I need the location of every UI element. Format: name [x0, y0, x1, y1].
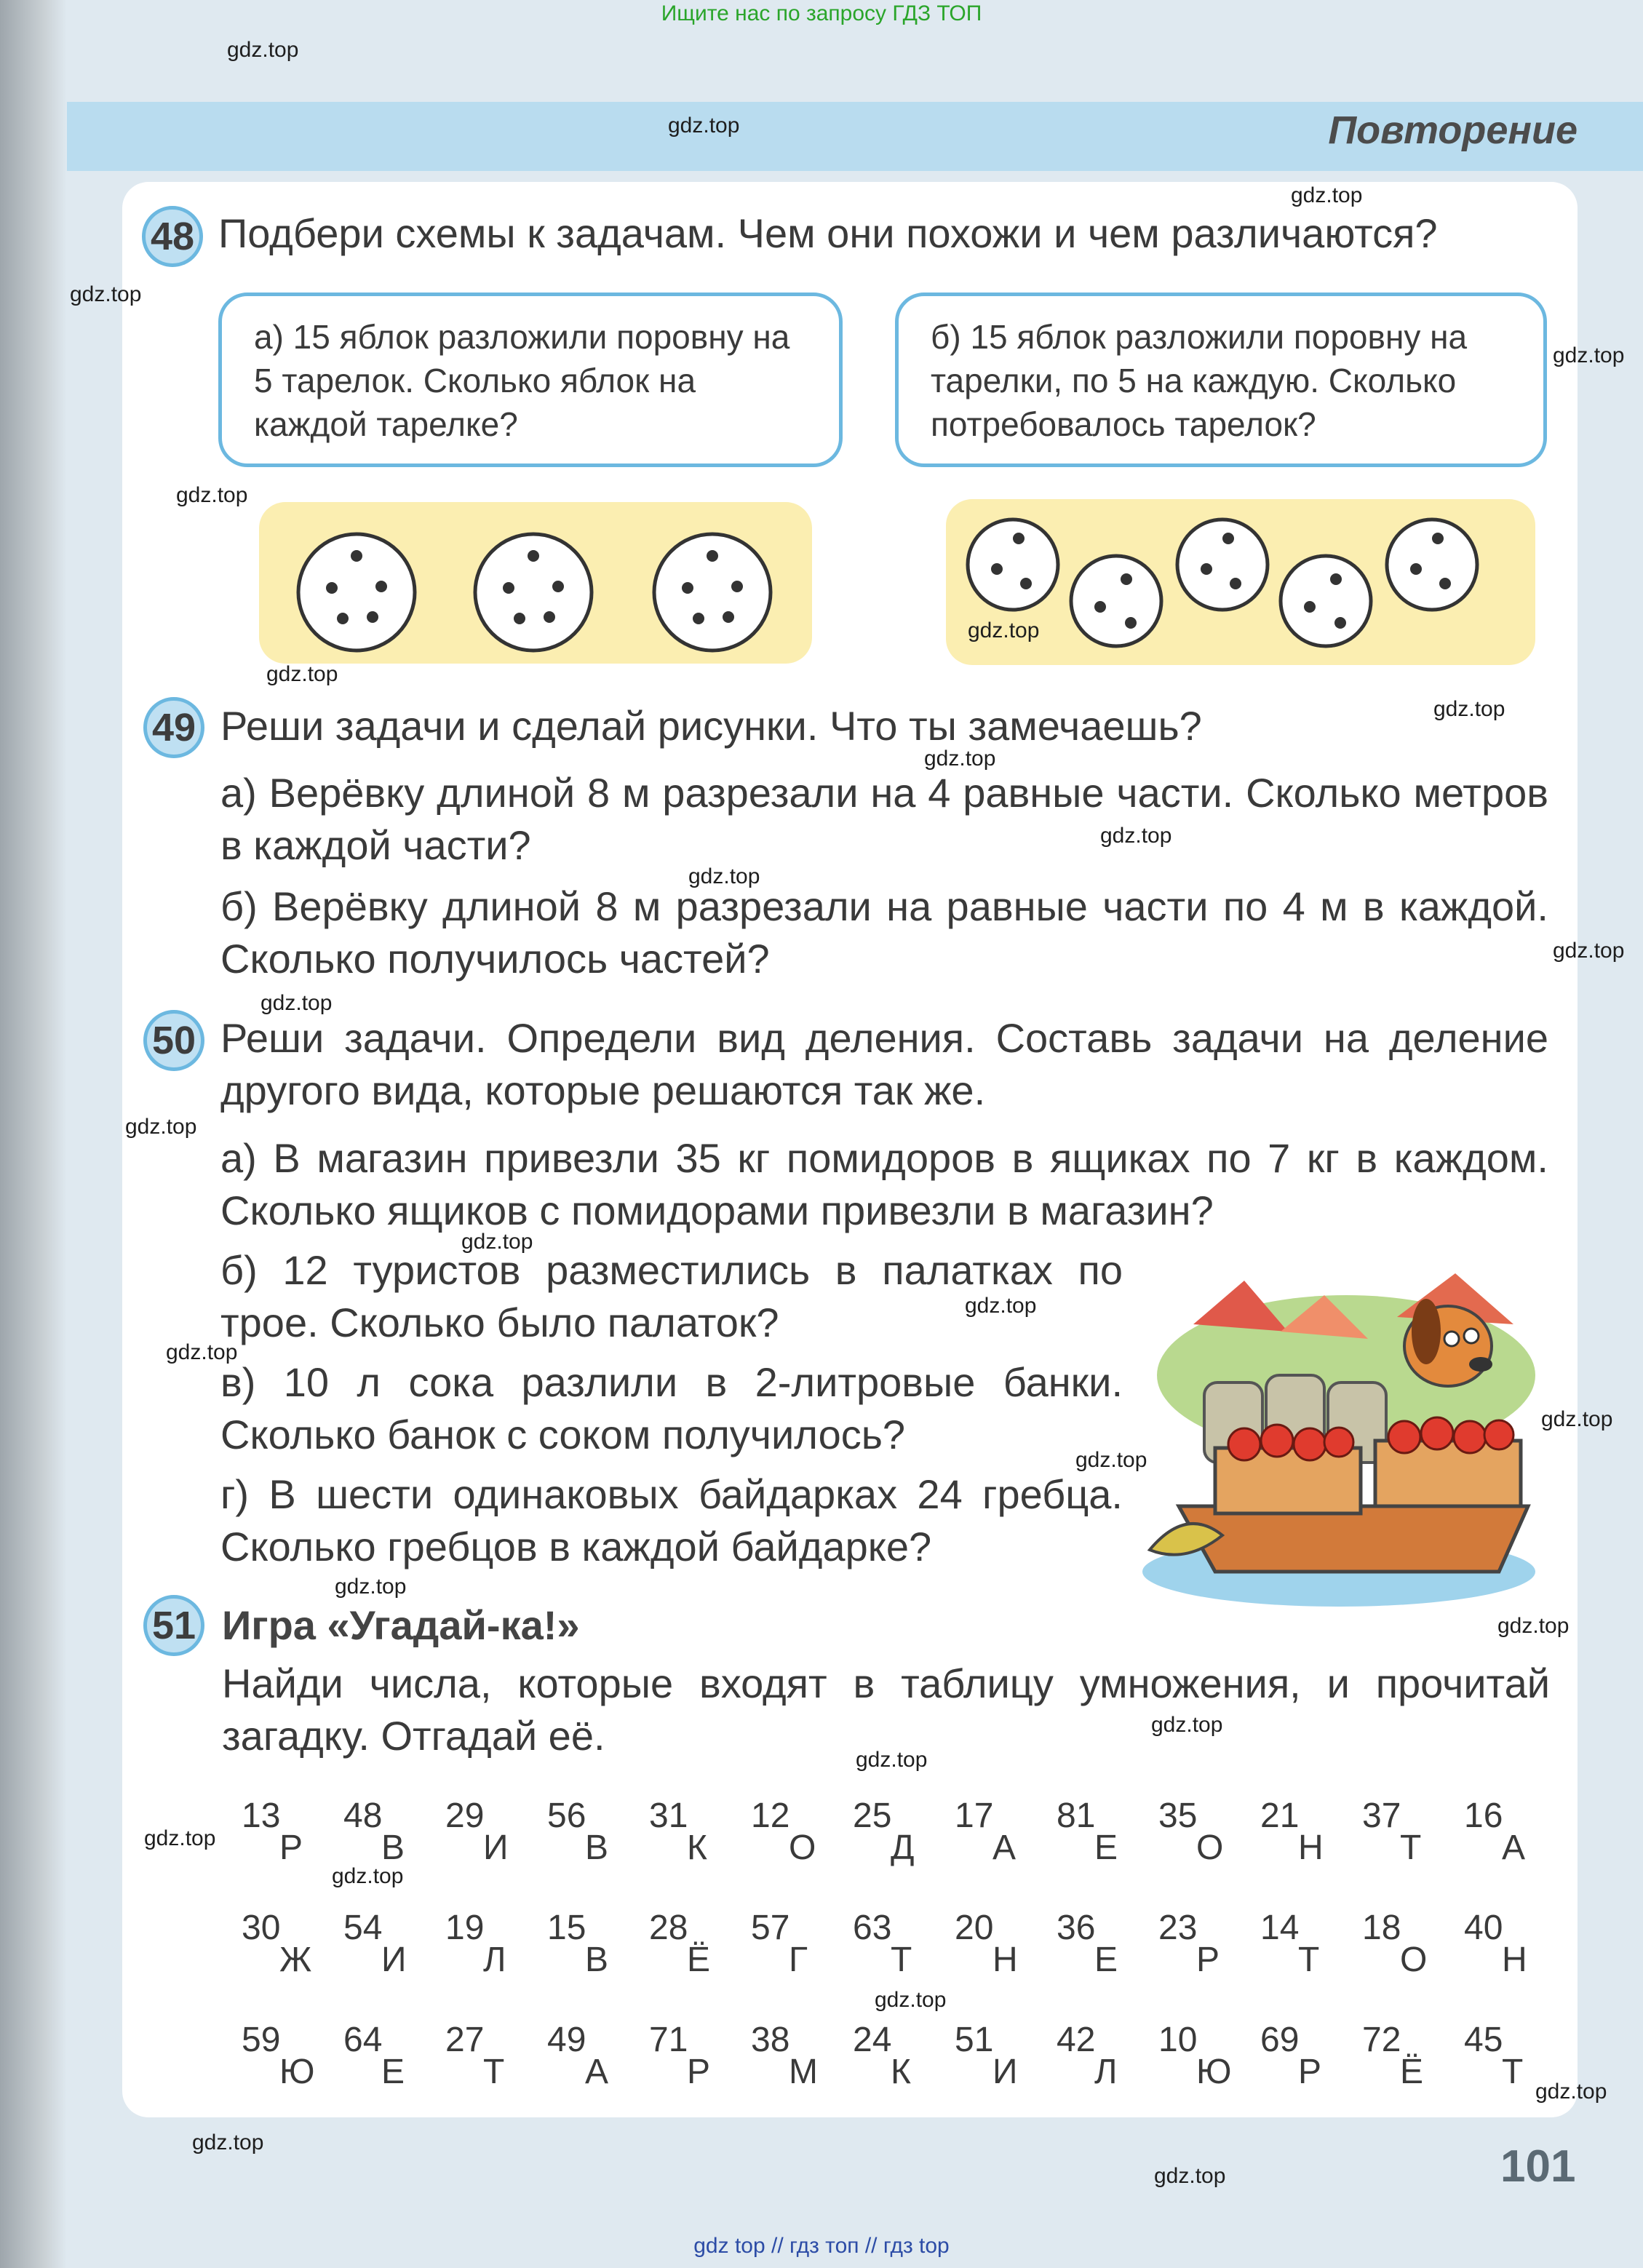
- task-48a-bubble: [218, 293, 843, 467]
- task-51-title: Игра «Угадай-ка!»: [222, 1602, 580, 1648]
- watermark: gdz.top: [266, 662, 338, 686]
- number-letter-cell: 49 А: [547, 2021, 609, 2091]
- task-48-text: Подбери схемы к задачам. Чем они похожи и чем различаются?: [218, 210, 1438, 256]
- number-letter-cell: 42 Л: [1057, 2021, 1118, 2091]
- watermark: gdz.top: [1100, 824, 1172, 848]
- task-50a-text: а) В магазин привезли 35 кг помидоров в ящиках по 7 кг в каждом. Сколько ящиков с помидорами привезли в магазин?: [220, 1135, 1548, 1233]
- watermark: gdz.top: [1075, 1448, 1147, 1472]
- number-letter-cell: 15 В: [547, 1909, 609, 1979]
- number-letter-cell: 21 Н: [1260, 1797, 1324, 1867]
- number-letter-cell: 16 А: [1464, 1797, 1526, 1867]
- watermark: gdz.top: [461, 1230, 533, 1254]
- watermark: gdz.top: [1535, 2080, 1607, 2104]
- task-50b-text: б) 12 туристов разместились в палатках по трое. Сколько было палаток?: [220, 1247, 1123, 1345]
- watermark: gdz.top: [1154, 2164, 1226, 2188]
- number-letter-cell: 10 Ю: [1158, 2021, 1232, 2091]
- watermark: gdz.top: [332, 1864, 404, 1888]
- watermark: gdz.top: [166, 1340, 238, 1364]
- watermark: gdz.top: [335, 1575, 407, 1599]
- number-letter-cell: 63 Т: [853, 1909, 912, 1979]
- task-48b-bubble: [895, 293, 1547, 467]
- task-50-text: Реши задачи. Определи вид деления. Составь задачи на деление другого вида, которые решаются так же.: [220, 1015, 1548, 1113]
- watermark: gdz.top: [1151, 1713, 1223, 1737]
- number-letter-cell: 59 Ю: [242, 2021, 315, 2091]
- task-48b-text: б) 15 яблок разложили поровну на тарелки, по 5 на каждую. Сколько потребовалось тарелок?: [931, 318, 1468, 443]
- watermark: gdz.top: [1553, 939, 1625, 963]
- number-letter-cell: 19 Л: [445, 1909, 506, 1979]
- number-letter-cell: 56 В: [547, 1797, 609, 1867]
- number-letter-cell: 24 К: [853, 2021, 911, 2091]
- watermark: gdz.top: [125, 1115, 197, 1139]
- number-letter-cell: 31 К: [649, 1797, 707, 1867]
- watermark: gdz.top: [1433, 697, 1505, 721]
- dog-boat-illustration: [1135, 1266, 1543, 1615]
- watermark: gdz.top: [260, 991, 333, 1015]
- number-letter-cell: 57 Г: [751, 1909, 808, 1979]
- scheme-a-drawing: [259, 502, 812, 664]
- number-letter-cell: 54 И: [343, 1909, 407, 1979]
- number-letter-cell: 81 Е: [1057, 1797, 1118, 1867]
- scheme-a-plates: [259, 502, 812, 664]
- number-letter-cell: 18 О: [1362, 1909, 1428, 1979]
- watermark: gdz.top: [1553, 343, 1625, 367]
- task-49b-text: б) Верёвку длиной 8 м разрезали на равные части по 4 м в каждой. Сколько получилось частей?: [220, 883, 1548, 982]
- number-letter-cell: 28 Ё: [649, 1909, 711, 1979]
- task-51-text: Найди числа, которые входят в таблицу умножения, и прочитай загадку. Отгадай её.: [222, 1660, 1550, 1759]
- plate: [1387, 520, 1477, 610]
- watermark: gdz.top: [875, 1988, 947, 2012]
- task-48-number: 48: [142, 206, 203, 267]
- number-letter-cell: 48 В: [343, 1797, 405, 1867]
- watermark: gdz.top: [968, 618, 1040, 642]
- number-letter-cell: 72 Ё: [1362, 2021, 1424, 2091]
- number-letter-cell: 51 И: [955, 2021, 1018, 2091]
- number-letter-cell: 20 Н: [955, 1909, 1018, 1979]
- number-letter-cell: 36 Е: [1057, 1909, 1118, 1979]
- task-48a-text: а) 15 яблок разложили поровну на 5 тарелок. Сколько яблок на каждой тарелке?: [254, 318, 790, 443]
- watermark: gdz.top: [668, 114, 740, 138]
- number-letter-cell: 35 О: [1158, 1797, 1224, 1867]
- number-letter-cell: 40 Н: [1464, 1909, 1527, 1979]
- watermark: gdz.top: [965, 1294, 1037, 1318]
- number-letter-cell: 14 Т: [1260, 1909, 1320, 1979]
- bottom-link[interactable]: gdz top // гдз топ // гдз top: [693, 2234, 950, 2258]
- top-link[interactable]: Ищите нас по запросу ГДЗ ТОП: [661, 1, 982, 25]
- watermark: gdz.top: [227, 38, 299, 62]
- watermark: gdz.top: [192, 2130, 264, 2154]
- plate: [1281, 556, 1371, 646]
- watermark: gdz.top: [924, 747, 996, 771]
- number-letter-cell: 71 Р: [649, 2021, 711, 2091]
- watermark: gdz.top: [144, 1826, 216, 1850]
- task-49-number: 49: [143, 697, 204, 758]
- task-50-number: 50: [143, 1010, 204, 1071]
- number-letter-cell: 30 Ж: [242, 1909, 312, 1979]
- plate: [1071, 556, 1161, 646]
- section-title: Повторение: [1328, 108, 1578, 152]
- page-number: 101: [1500, 2141, 1576, 2192]
- letter-row-2: [233, 1908, 1557, 1995]
- number-letter-cell: 64 Е: [343, 2021, 405, 2091]
- number-letter-cell: 38 М: [751, 2021, 818, 2091]
- number-letter-cell: 13 Р: [242, 1797, 303, 1867]
- plate: [1177, 520, 1268, 610]
- watermark: gdz.top: [688, 864, 760, 888]
- watermark: gdz.top: [1541, 1407, 1613, 1431]
- plate: [968, 520, 1058, 610]
- number-letter-cell: 23 Р: [1158, 1909, 1220, 1979]
- number-letter-cell: 69 Р: [1260, 2021, 1322, 2091]
- task-50d-text: г) В шести одинаковых байдарках 24 гребца. Сколько гребцов в каждой байдарке?: [220, 1471, 1123, 1569]
- letter-row-1: [233, 1796, 1557, 1883]
- task-49a-text: а) Верёвку длиной 8 м разрезали на 4 равные части. Сколько метров в каждой части?: [220, 770, 1548, 868]
- watermark: gdz.top: [1291, 183, 1363, 207]
- letter-row-3: [233, 2020, 1557, 2107]
- page-binding-shadow: [0, 0, 67, 2268]
- watermark: gdz.top: [70, 282, 142, 306]
- number-letter-cell: 12 О: [751, 1797, 816, 1867]
- task-50c-text: в) 10 л сока разлили в 2-литровые банки. Сколько банок с соком получилось?: [220, 1359, 1123, 1457]
- number-letter-cell: 29 И: [445, 1797, 509, 1867]
- number-letter-cell: 25 Д: [853, 1797, 915, 1867]
- task-49-text: Реши задачи и сделай рисунки. Что ты замечаешь?: [220, 703, 1202, 749]
- number-letter-cell: 37 Т: [1362, 1797, 1422, 1867]
- number-letter-cell: 17 А: [955, 1797, 1017, 1867]
- watermark: gdz.top: [856, 1748, 928, 1772]
- task-51-number: 51: [143, 1595, 204, 1656]
- number-letter-cell: 45 Т: [1464, 2021, 1524, 2091]
- watermark: gdz.top: [1497, 1614, 1570, 1638]
- number-letter-cell: 27 Т: [445, 2021, 505, 2091]
- watermark: gdz.top: [176, 483, 248, 507]
